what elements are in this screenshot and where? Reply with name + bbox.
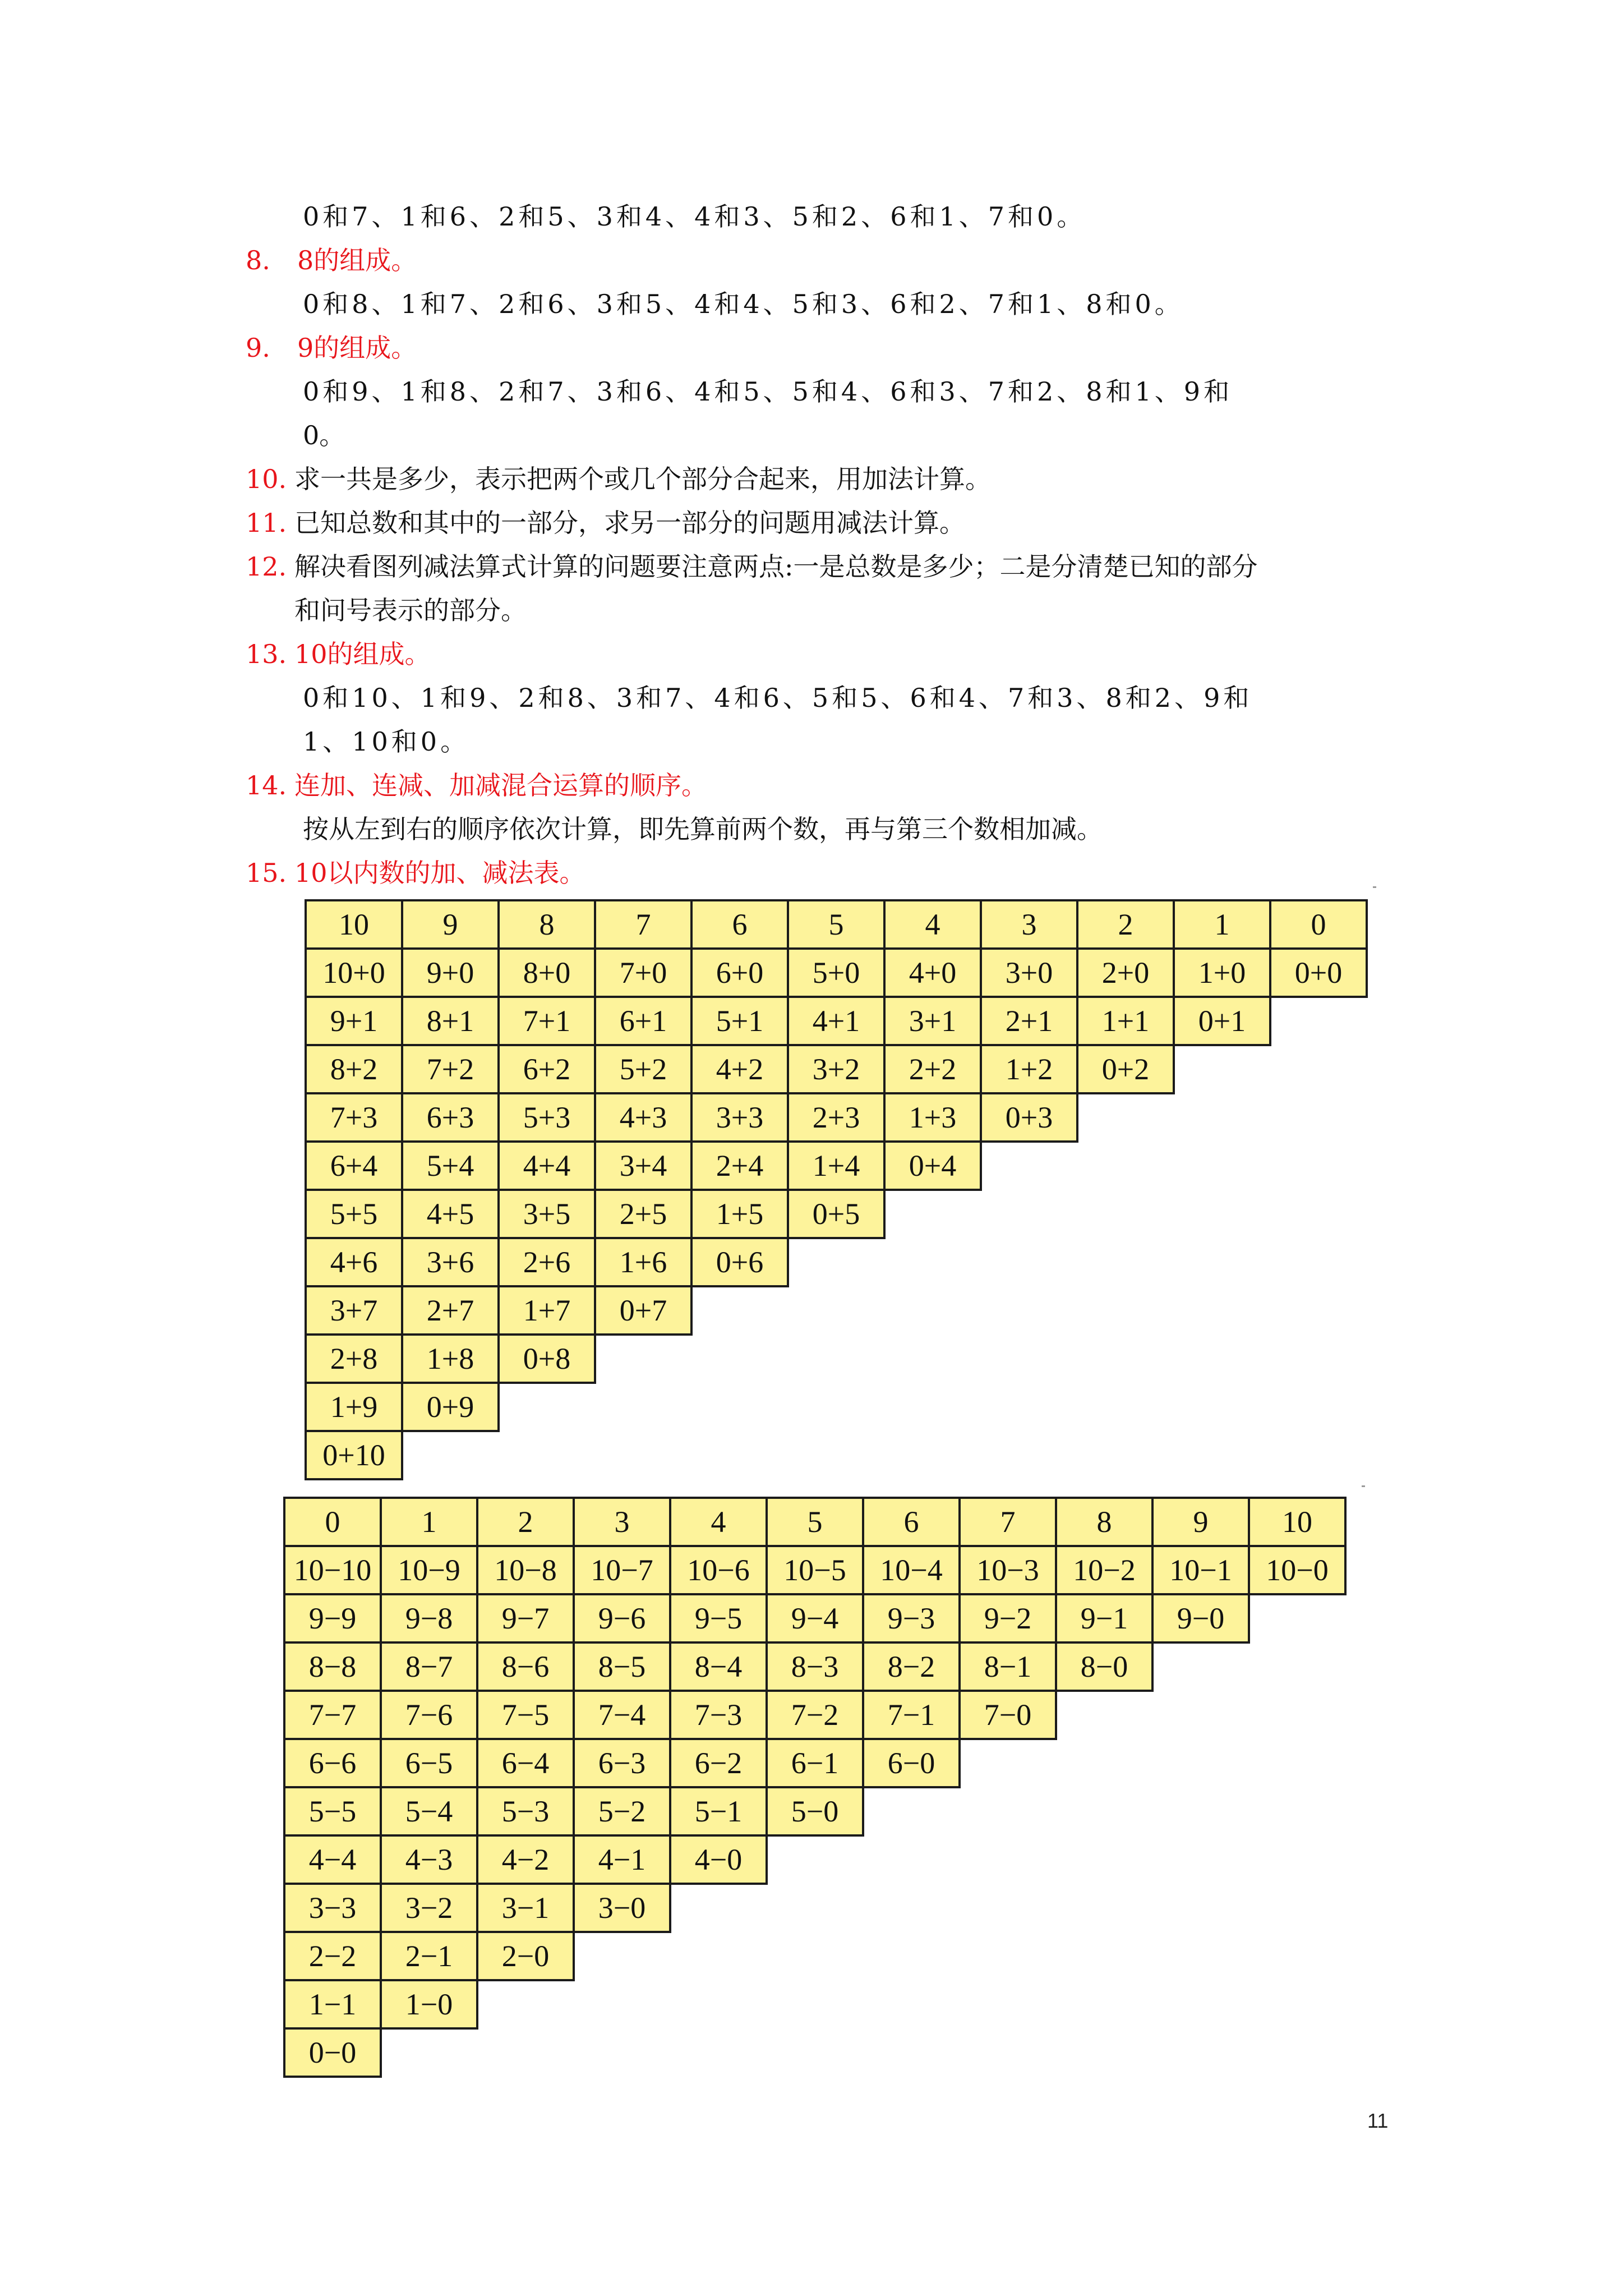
item-title: 10以内数的加、减法表。 — [294, 858, 585, 888]
addition-cell: 7+0 — [594, 947, 693, 998]
addition-cell: 2+4 — [690, 1140, 789, 1191]
subtraction-cell: 0−0 — [283, 2027, 382, 2078]
addition-cell: 7+2 — [401, 1044, 500, 1094]
addition-header-cell: 9 — [401, 899, 500, 950]
subtraction-header-cell: 7 — [958, 1497, 1057, 1547]
subtraction-cell: 1−1 — [283, 1979, 382, 2030]
subtraction-cell: 1−0 — [380, 1979, 478, 2030]
item-title: 8的组成。 — [297, 245, 417, 275]
subtraction-cell: 10−5 — [766, 1545, 864, 1595]
item-text: 解决看图列减法算式计算的问题要注意两点:一是总数是多少；二是分清楚已知的部分 — [294, 551, 1258, 582]
subtraction-cell: 6−6 — [283, 1738, 382, 1788]
subtraction-header-cell: 1 — [380, 1497, 478, 1547]
subtraction-cell: 7−0 — [958, 1690, 1057, 1740]
subtraction-cell: 8−1 — [958, 1641, 1057, 1692]
composition-10-line: 0和10、1和9、2和8、3和7、4和6、5和5、6和4、7和3、8和2、9和 — [303, 683, 1253, 713]
addition-cell: 1+8 — [401, 1333, 500, 1384]
subtraction-cell: 4−3 — [380, 1834, 478, 1885]
subtraction-cell: 3−3 — [283, 1883, 382, 1933]
addition-cell: 5+3 — [497, 1092, 596, 1143]
addition-cell: 3+5 — [497, 1189, 596, 1239]
subtraction-header-cell: 5 — [766, 1497, 864, 1547]
subtraction-cell: 9−2 — [958, 1593, 1057, 1644]
subtraction-header-cell: 6 — [862, 1497, 961, 1547]
addition-header-cell: 4 — [883, 899, 982, 950]
addition-header-cell: 8 — [497, 899, 596, 950]
subtraction-cell: 6−4 — [476, 1738, 575, 1788]
composition-8-line: 0和8、1和7、2和6、3和5、4和4、5和3、6和2、7和1、8和0。 — [303, 289, 1184, 319]
addition-header-cell: 2 — [1076, 899, 1175, 950]
subtraction-cell: 4−0 — [669, 1834, 768, 1885]
item-number: 12. — [246, 551, 287, 582]
composition-9-line: 0和9、1和8、2和7、3和6、4和5、5和4、6和3、7和2、8和1、9和 — [303, 376, 1233, 407]
addition-cell: 0+10 — [305, 1430, 403, 1480]
subtraction-cell: 10−3 — [958, 1545, 1057, 1595]
addition-cell: 4+3 — [594, 1092, 693, 1143]
addition-cell: 0+6 — [690, 1237, 789, 1287]
subtraction-header-cell: 4 — [669, 1497, 768, 1547]
addition-cell: 4+1 — [787, 996, 886, 1046]
addition-cell: 6+2 — [497, 1044, 596, 1094]
addition-cell: 6+3 — [401, 1092, 500, 1143]
composition-10-line-cont: 1、10和0。 — [303, 726, 470, 757]
subtraction-cell: 2−2 — [283, 1931, 382, 1981]
subtraction-cell: 9−3 — [862, 1593, 961, 1644]
subtraction-header-cell: 9 — [1151, 1497, 1250, 1547]
subtraction-cell: 5−0 — [766, 1786, 864, 1837]
operation-order-line: 按从左到右的顺序依次计算，即先算前两个数，再与第三个数相加减。 — [303, 814, 1103, 844]
addition-cell: 8+1 — [401, 996, 500, 1046]
subtraction-cell: 10−10 — [283, 1545, 382, 1595]
subtraction-cell: 8−7 — [380, 1641, 478, 1692]
subtraction-cell: 6−0 — [862, 1738, 961, 1788]
image-corner-mark — [1362, 1485, 1365, 1487]
addition-cell: 9+0 — [401, 947, 500, 998]
addition-cell: 0+4 — [883, 1140, 982, 1191]
subtraction-cell: 10−8 — [476, 1545, 575, 1595]
subtraction-header-cell: 2 — [476, 1497, 575, 1547]
subtraction-cell: 5−5 — [283, 1786, 382, 1837]
item-title: 连加、连减、加减混合运算的顺序。 — [294, 770, 707, 800]
subtraction-cell: 7−1 — [862, 1690, 961, 1740]
item-number: 14. — [246, 770, 287, 800]
addition-cell: 5+2 — [594, 1044, 693, 1094]
addition-header-cell: 0 — [1269, 899, 1368, 950]
item-text: 已知总数和其中的一部分，求另一部分的问题用减法计算。 — [294, 508, 965, 538]
addition-header-cell: 6 — [690, 899, 789, 950]
addition-cell: 1+2 — [980, 1044, 1078, 1094]
subtraction-cell: 7−3 — [669, 1690, 768, 1740]
subtraction-cell: 5−1 — [669, 1786, 768, 1837]
addition-cell: 3+3 — [690, 1092, 789, 1143]
addition-cell: 4+0 — [883, 947, 982, 998]
item-text: 和问号表示的部分。 — [294, 595, 527, 625]
addition-cell: 0+0 — [1269, 947, 1368, 998]
addition-cell: 1+6 — [594, 1237, 693, 1287]
item-title: 9的组成。 — [297, 333, 417, 363]
addition-cell: 2+0 — [1076, 947, 1175, 998]
composition-9-line-cont: 0。 — [303, 420, 345, 450]
addition-cell: 9+1 — [305, 996, 403, 1046]
item-number: 10. — [246, 464, 287, 494]
addition-cell: 8+0 — [497, 947, 596, 998]
subtraction-cell: 6−3 — [573, 1738, 671, 1788]
subtraction-cell: 7−5 — [476, 1690, 575, 1740]
subtraction-cell: 5−2 — [573, 1786, 671, 1837]
addition-cell: 5+0 — [787, 947, 886, 998]
addition-cell: 3+2 — [787, 1044, 886, 1094]
subtraction-cell: 8−8 — [283, 1641, 382, 1692]
subtraction-cell: 9−1 — [1055, 1593, 1154, 1644]
subtraction-cell: 4−2 — [476, 1834, 575, 1885]
subtraction-header-cell: 8 — [1055, 1497, 1154, 1547]
subtraction-cell: 10−2 — [1055, 1545, 1154, 1595]
addition-cell: 3+7 — [305, 1285, 403, 1336]
composition-7-line: 0和7、1和6、2和5、3和4、4和3、5和2、6和1、7和0。 — [303, 201, 1086, 232]
addition-cell: 10+0 — [305, 947, 403, 998]
subtraction-cell: 4−4 — [283, 1834, 382, 1885]
addition-cell: 4+6 — [305, 1237, 403, 1287]
addition-cell: 1+7 — [497, 1285, 596, 1336]
addition-cell: 2+1 — [980, 996, 1078, 1046]
addition-cell: 0+1 — [1173, 996, 1271, 1046]
addition-cell: 5+4 — [401, 1140, 500, 1191]
addition-cell: 2+8 — [305, 1333, 403, 1384]
subtraction-cell: 8−5 — [573, 1641, 671, 1692]
addition-cell: 1+1 — [1076, 996, 1175, 1046]
addition-cell: 2+3 — [787, 1092, 886, 1143]
subtraction-cell: 3−0 — [573, 1883, 671, 1933]
addition-cell: 6+0 — [690, 947, 789, 998]
subtraction-cell: 5−3 — [476, 1786, 575, 1837]
addition-cell: 0+2 — [1076, 1044, 1175, 1094]
subtraction-header-cell: 0 — [283, 1497, 382, 1547]
addition-cell: 0+9 — [401, 1382, 500, 1432]
addition-cell: 1+3 — [883, 1092, 982, 1143]
addition-header-cell: 5 — [787, 899, 886, 950]
addition-cell: 5+5 — [305, 1189, 403, 1239]
subtraction-cell: 8−4 — [669, 1641, 768, 1692]
subtraction-cell: 7−6 — [380, 1690, 478, 1740]
item-number: 8. — [246, 245, 270, 275]
subtraction-cell: 10−9 — [380, 1545, 478, 1595]
subtraction-cell: 6−2 — [669, 1738, 768, 1788]
subtraction-cell: 7−2 — [766, 1690, 864, 1740]
subtraction-cell: 3−2 — [380, 1883, 478, 1933]
subtraction-cell: 6−1 — [766, 1738, 864, 1788]
addition-cell: 3+4 — [594, 1140, 693, 1191]
subtraction-cell: 9−7 — [476, 1593, 575, 1644]
item-number: 11. — [246, 508, 287, 538]
addition-cell: 2+6 — [497, 1237, 596, 1287]
subtraction-cell: 9−0 — [1151, 1593, 1250, 1644]
subtraction-cell: 9−5 — [669, 1593, 768, 1644]
subtraction-cell: 10−4 — [862, 1545, 961, 1595]
addition-cell: 2+7 — [401, 1285, 500, 1336]
addition-cell: 1+4 — [787, 1140, 886, 1191]
subtraction-cell: 8−0 — [1055, 1641, 1154, 1692]
subtraction-header-cell: 3 — [573, 1497, 671, 1547]
subtraction-cell: 10−7 — [573, 1545, 671, 1595]
page-number: 11 — [1367, 2109, 1389, 2132]
addition-cell: 3+1 — [883, 996, 982, 1046]
item-number: 13. — [246, 639, 287, 669]
item-number: 15. — [246, 858, 287, 888]
subtraction-cell: 10−0 — [1248, 1545, 1347, 1595]
subtraction-cell: 9−8 — [380, 1593, 478, 1644]
addition-cell: 8+2 — [305, 1044, 403, 1094]
subtraction-cell: 8−3 — [766, 1641, 864, 1692]
item-title: 10的组成。 — [294, 639, 431, 669]
subtraction-cell: 10−6 — [669, 1545, 768, 1595]
item-number: 9. — [246, 333, 270, 363]
addition-cell: 0+5 — [787, 1189, 886, 1239]
addition-header-cell: 3 — [980, 899, 1078, 950]
addition-cell: 0+8 — [497, 1333, 596, 1384]
addition-cell: 1+0 — [1173, 947, 1271, 998]
addition-cell: 6+4 — [305, 1140, 403, 1191]
addition-cell: 4+2 — [690, 1044, 789, 1094]
subtraction-cell: 5−4 — [380, 1786, 478, 1837]
image-corner-mark — [1373, 886, 1376, 888]
addition-header-cell: 1 — [1173, 899, 1271, 950]
addition-cell: 7+1 — [497, 996, 596, 1046]
addition-header-cell: 10 — [305, 899, 403, 950]
addition-cell: 4+5 — [401, 1189, 500, 1239]
subtraction-cell: 8−6 — [476, 1641, 575, 1692]
addition-cell: 2+5 — [594, 1189, 693, 1239]
subtraction-cell: 9−6 — [573, 1593, 671, 1644]
addition-cell: 0+7 — [594, 1285, 693, 1336]
addition-cell: 1+5 — [690, 1189, 789, 1239]
addition-cell: 2+2 — [883, 1044, 982, 1094]
subtraction-cell: 2−1 — [380, 1931, 478, 1981]
addition-header-cell: 7 — [594, 899, 693, 950]
subtraction-cell: 2−0 — [476, 1931, 575, 1981]
addition-cell: 4+4 — [497, 1140, 596, 1191]
item-text: 求一共是多少，表示把两个或几个部分合起来，用加法计算。 — [294, 464, 991, 494]
subtraction-cell: 10−1 — [1151, 1545, 1250, 1595]
subtraction-cell: 9−9 — [283, 1593, 382, 1644]
subtraction-cell: 7−7 — [283, 1690, 382, 1740]
subtraction-cell: 8−2 — [862, 1641, 961, 1692]
addition-cell: 7+3 — [305, 1092, 403, 1143]
subtraction-cell: 9−4 — [766, 1593, 864, 1644]
subtraction-cell: 7−4 — [573, 1690, 671, 1740]
subtraction-cell: 6−5 — [380, 1738, 478, 1788]
subtraction-header-cell: 10 — [1248, 1497, 1347, 1547]
addition-cell: 0+3 — [980, 1092, 1078, 1143]
addition-cell: 6+1 — [594, 996, 693, 1046]
addition-cell: 3+6 — [401, 1237, 500, 1287]
addition-cell: 5+1 — [690, 996, 789, 1046]
subtraction-cell: 4−1 — [573, 1834, 671, 1885]
subtraction-cell: 3−1 — [476, 1883, 575, 1933]
addition-cell: 1+9 — [305, 1382, 403, 1432]
addition-cell: 3+0 — [980, 947, 1078, 998]
